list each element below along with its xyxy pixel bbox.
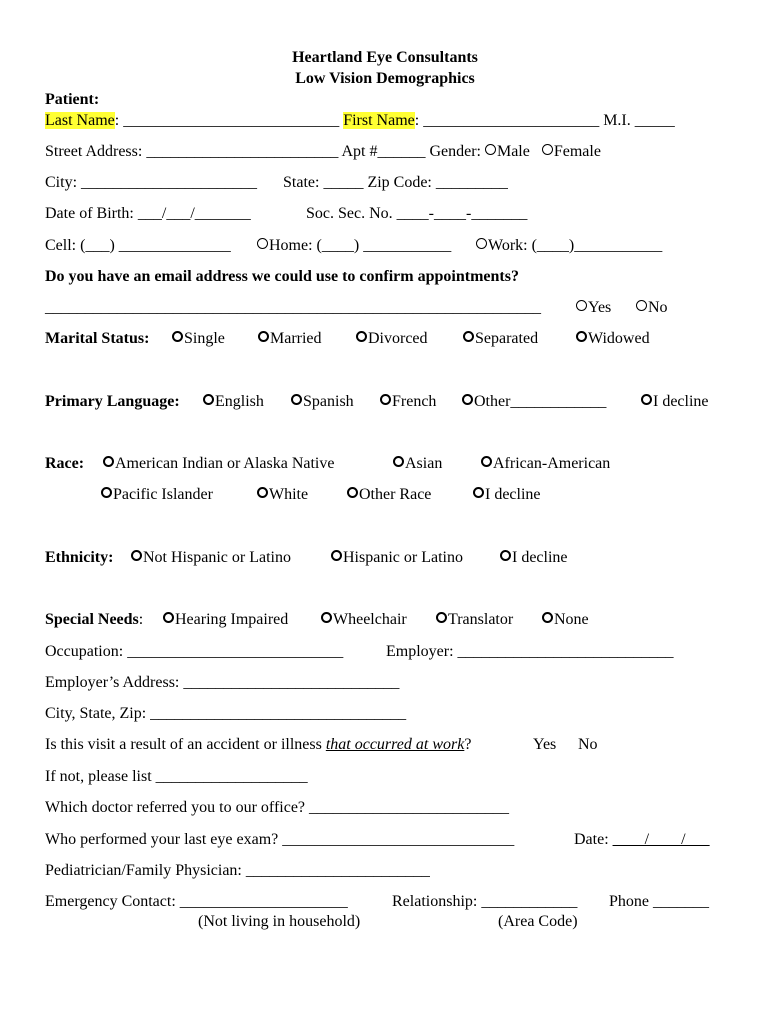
radio-icon — [331, 550, 342, 561]
radio-icon — [542, 612, 553, 623]
radio-icon — [476, 238, 487, 249]
form-title: Low Vision Demographics — [295, 70, 475, 87]
pediatrician-field[interactable]: Pediatrician/Family Physician: _______________________ — [45, 862, 430, 879]
ethnicity-label: Ethnicity: — [45, 549, 114, 566]
work-phone-option[interactable]: Work: (____)___________ — [476, 236, 662, 256]
work-emphasis: that occurred at work — [325, 736, 465, 753]
name-row — [45, 111, 675, 131]
accident-question: Is this visit a result of an accident or illness that occurred at work? — [45, 736, 472, 753]
radio-icon — [463, 331, 474, 342]
email-yes-option[interactable]: Yes — [576, 298, 611, 318]
marital-single-option[interactable]: Single — [172, 329, 225, 349]
accident-no[interactable]: No — [578, 736, 598, 753]
referring-doctor-field[interactable]: Which doctor referred you to our office? _________________________ — [45, 799, 510, 816]
occupation-field[interactable]: Occupation: ___________________________ — [45, 643, 344, 660]
race-asian-option[interactable]: Asian — [393, 454, 442, 474]
radio-icon — [101, 487, 112, 498]
cell-field[interactable]: Cell: (___) ______________ — [45, 237, 231, 254]
radio-icon — [542, 144, 553, 155]
needs-translator-option[interactable]: Translator — [436, 610, 513, 630]
last-name-field[interactable]: : ___________________________ — [114, 112, 340, 129]
last-exam-field[interactable]: Who performed your last eye exam? _____________________________ — [45, 831, 515, 848]
race-decline-option[interactable]: I decline — [473, 485, 541, 505]
race-african-american-option[interactable]: African-American — [481, 454, 610, 474]
last-exam-date[interactable]: Date: ____/____/___ — [574, 831, 710, 848]
if-not-field[interactable]: If not, please list ___________________ — [45, 768, 308, 785]
radio-icon — [500, 550, 511, 561]
ssn-field[interactable]: Soc. Sec. No. ____-____-_______ — [306, 205, 528, 222]
employer-address-field[interactable]: Employer’s Address: ___________________________ — [45, 674, 400, 691]
patient-heading: Patient: — [45, 91, 100, 108]
relationship-field[interactable]: Relationship: ____________ — [392, 893, 578, 910]
radio-icon — [481, 456, 492, 467]
race-label: Race: — [45, 455, 85, 472]
radio-icon — [172, 331, 183, 342]
employer-field[interactable]: Employer: ___________________________ — [386, 643, 674, 660]
emergency-contact-field[interactable]: Emergency Contact: _____________________ — [45, 893, 348, 910]
street-address-field[interactable]: Street Address: ________________________ Apt #______ Gender: — [45, 143, 485, 160]
marital-status-label: Marital Status: — [45, 330, 150, 347]
radio-icon — [347, 487, 358, 498]
radio-icon — [258, 331, 269, 342]
needs-none-option[interactable]: None — [542, 610, 589, 630]
first-name-field[interactable]: : ______________________ M.I. _____ — [414, 112, 675, 129]
language-label: Primary Language: — [45, 393, 180, 410]
first-name-label: First Name — [343, 112, 415, 129]
special-needs-label: Special Needs — [45, 611, 139, 628]
radio-icon — [576, 300, 587, 311]
city-state-zip-field[interactable]: City, State, Zip: ________________________________ — [45, 705, 407, 722]
phone-field[interactable]: Phone _______ — [609, 893, 709, 910]
email-question: Do you have an email address we could use to confirm appointments? — [45, 268, 519, 285]
language-other-option[interactable]: Other____________ — [462, 392, 606, 412]
ethnicity-decline-option[interactable]: I decline — [500, 548, 568, 568]
radio-icon — [462, 394, 473, 405]
area-code-note: (Area Code) — [498, 913, 578, 930]
radio-icon — [321, 612, 332, 623]
radio-icon — [163, 612, 174, 623]
not-living-note: (Not living in household) — [198, 913, 361, 930]
org-title: Heartland Eye Consultants — [292, 49, 478, 66]
email-no-option[interactable]: No — [636, 298, 668, 318]
radio-icon — [203, 394, 214, 405]
radio-icon — [576, 331, 587, 342]
needs-wheelchair-option[interactable]: Wheelchair — [321, 610, 407, 630]
gender-female-option[interactable]: Female — [542, 143, 601, 160]
dob-field[interactable]: Date of Birth: ___/___/_______ — [45, 205, 251, 222]
special-needs-colon: : — [138, 611, 144, 628]
radio-icon — [473, 487, 484, 498]
accident-yes[interactable]: Yes — [533, 736, 557, 753]
marital-divorced-option[interactable]: Divorced — [356, 329, 428, 349]
radio-icon — [103, 456, 114, 467]
radio-icon — [131, 550, 142, 561]
special-needs-label-wrap — [45, 610, 143, 630]
city-field[interactable]: City: ______________________ — [45, 174, 258, 191]
last-name-label: Last Name — [45, 112, 115, 129]
radio-icon — [257, 487, 268, 498]
email-field[interactable]: ______________________________________________________________ — [45, 299, 541, 316]
radio-icon — [393, 456, 404, 467]
marital-widowed-option[interactable]: Widowed — [576, 329, 650, 349]
radio-icon — [257, 238, 268, 249]
radio-icon — [485, 144, 496, 155]
home-phone-option[interactable]: Home: (____) ___________ — [257, 236, 451, 256]
radio-icon — [436, 612, 447, 623]
needs-hearing-option[interactable]: Hearing Impaired — [163, 610, 288, 630]
address-row — [45, 142, 601, 162]
language-decline-option[interactable]: I decline — [641, 392, 709, 412]
radio-icon — [380, 394, 391, 405]
gender-male-option[interactable]: Male — [485, 143, 530, 160]
language-english-option[interactable]: English — [203, 392, 264, 412]
ethnicity-not-hispanic-option[interactable]: Not Hispanic or Latino — [131, 548, 291, 568]
marital-married-option[interactable]: Married — [258, 329, 322, 349]
race-white-option[interactable]: White — [257, 485, 308, 505]
language-french-option[interactable]: French — [380, 392, 436, 412]
race-american-indian-option[interactable]: American Indian or Alaska Native — [103, 454, 334, 474]
race-other-option[interactable]: Other Race — [347, 485, 431, 505]
radio-icon — [641, 394, 652, 405]
ethnicity-hispanic-option[interactable]: Hispanic or Latino — [331, 548, 463, 568]
radio-icon — [356, 331, 367, 342]
race-pacific-islander-option[interactable]: Pacific Islander — [101, 485, 213, 505]
radio-icon — [636, 300, 647, 311]
state-zip-field[interactable]: State: _____ Zip Code: _________ — [283, 174, 508, 191]
language-spanish-option[interactable]: Spanish — [291, 392, 354, 412]
radio-icon — [291, 394, 302, 405]
marital-separated-option[interactable]: Separated — [463, 329, 538, 349]
